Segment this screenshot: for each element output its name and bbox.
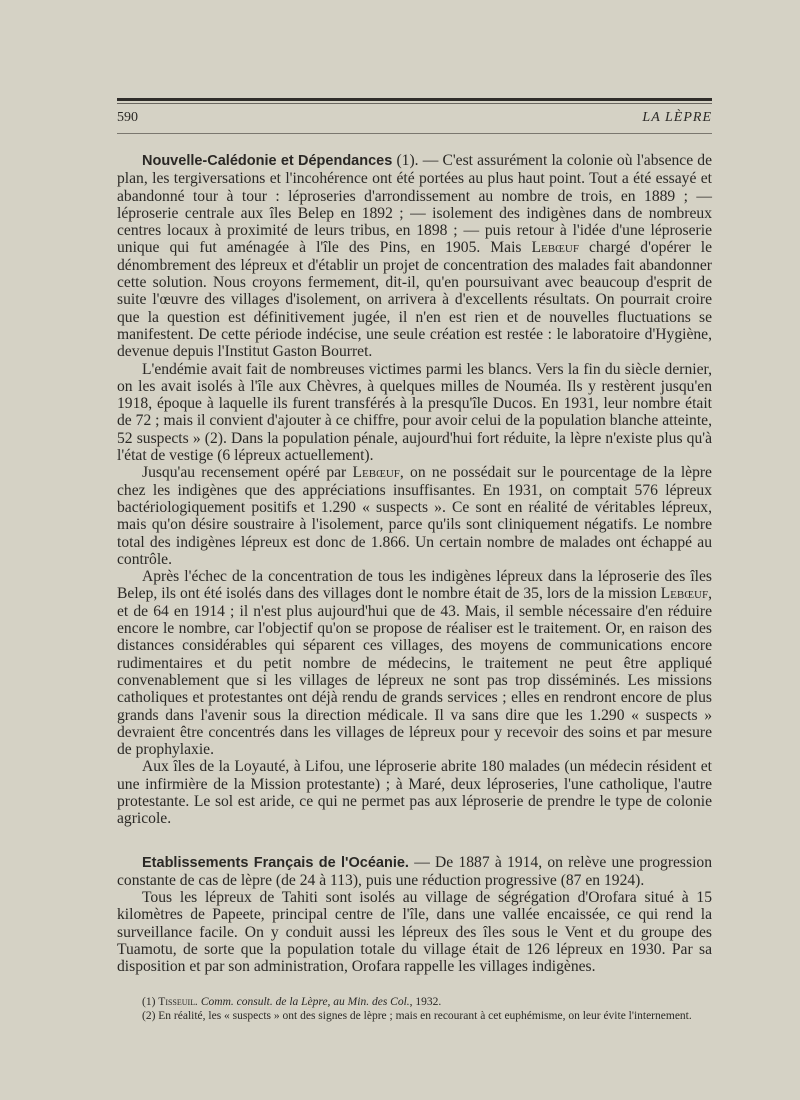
running-title: LA LÈPRE bbox=[642, 110, 712, 125]
footnote-1 bbox=[117, 995, 712, 1009]
footnote-year: , 1932. bbox=[409, 996, 442, 1008]
text: — C'est assurément la colonie où l'absence de plan, les tergiversations et l'incohérence ont été portées au plus haut point. Tout a été essayé et abandonné tour à tour : léproseries d'arrondissement au nombre de trois, en 1889 ; — léproserie centrale aux îles Belep en 1892 ; — isolement des indigènes dans de nombreux centres locaux à proximité de leurs tribus, en 1898 ; — puis retour à l'idée d'une léproserie unique qui fut aménagée à l'île des Pins, en 1905. Mais bbox=[117, 152, 713, 257]
footnote-ref: (1). bbox=[396, 152, 419, 169]
paragraph: Tous les lépreux de Tahiti sont isolés au village de ségrégation d'Orofara situé à 15 kilomètres de Papeete, principal centre de l'île, dans une vallée encaissée, ce qui rend la surveillance facile. On y conduit aussi les lépreux des îles sous le Vent et du groupe des Tuamotu, de sorte que la population totale du village était de 126 lépreux en 1930. Par sa disposition et par son administration, Orofara rappelle les villages indigènes. bbox=[117, 889, 712, 976]
author-name: Lebœuf bbox=[352, 464, 400, 482]
footnote-2: (2) En réalité, les « suspects » ont des signes de lèpre ; mais en recourant à cet euphémisme, on leur évite l'internement. bbox=[142, 1010, 692, 1022]
paragraph bbox=[117, 152, 712, 361]
text: — De 1887 à 1914, on relève une progression constante de cas de lèpre (de 24 à 113), puis une réduction progressive (87 en 1924). bbox=[117, 853, 712, 889]
footnotes bbox=[117, 995, 712, 1023]
body-text bbox=[117, 152, 712, 976]
text: Après l'échec de la concentration de tous les indigènes lépreux dans la léproserie des îles Belep, ils ont été isolés dans des villages dont le nombre était de 35, lors de la mission bbox=[117, 568, 712, 603]
text: Jusqu'au recensement opéré par bbox=[142, 464, 353, 482]
paragraph bbox=[117, 464, 712, 568]
text: , on ne possédait sur le pourcentage de la lèpre chez les indigènes que des appréciations insuffisantes. En 1931, on comptait 576 lépreux bactériologiquement positifs et 1.290 « suspects ». Ce sont en réalité de véritables lépreux, mais qu'on désire soustraire à l'isolement, parce qu'ils sont cliniquement négatifs. Le nombre total des indigènes lépreux est donc de 1.866. Un certain nombre de malades ont échappé au contrôle. bbox=[117, 464, 712, 568]
page-number: 590 bbox=[117, 110, 138, 125]
text: chargé d'opérer le dénombrement des lépreux et d'établir un projet de concentration des malades fait abandonner cette solution. Nous croyons fermement, dit-il, qu'en poursuivant avec beaucoup d'esprit de suite l'œuvre des villages d'isolement, on arrivera à d'excellents résultats. On pourrait croire que la question est définitivement jugée, il n'en est rien et de nouvelles fluctuations se manifestent. De cette période indécise, une seule création est restée : le laboratoire d'Hygiène, devenue depuis l'Institut Gaston Bourret. bbox=[117, 239, 712, 361]
header-rule bbox=[117, 133, 712, 134]
paragraph: L'endémie avait fait de nombreuses victimes parmi les blancs. Vers la fin du siècle dernier, on les avait isolés à l'île aux Chèvres, à quelques milles de Nouméa. Ils y restèrent jusqu'en 1918, époque à laquelle ils furent transférés à la presqu'île Ducos. En 1931, leur nombre était de 72 ; mais il convient d'ajouter à ce chiffre, pour avoir celui de la population blanche atteinte, 52 suspects » (2). Dans la population pénale, aujourd'hui fort réduite, la lèpre n'existe plus qu'à l'état de vestige (6 lépreux actuellement). bbox=[117, 360, 712, 465]
paragraph bbox=[117, 854, 712, 890]
section-heading: Nouvelle-Calédonie et Dépendances bbox=[142, 153, 393, 169]
top-rule bbox=[117, 98, 712, 101]
author-name: Lebœuf bbox=[531, 239, 579, 257]
top-rule-thin bbox=[117, 103, 712, 104]
section-heading: Etablissements Français de l'Océanie. bbox=[142, 854, 409, 871]
paragraph bbox=[117, 568, 712, 758]
text: , et de 64 en 1914 ; il n'est plus aujourd'hui que de 43. Mais, il semble nécessaire d'en réduire encore le nombre, car l'objectif qu'on se propose de réaliser est le traitement. Or, en raison des distances considérables qui séparent ces villages, des moyens de communications encore rudimentaires et du petit nombre de médecins, le traitement ne peut être appliqué convenablement que si les villages de lépreux ne sont pas trop disséminés. Les missions catholiques et protestantes ont déjà rendu de grands services ; elles en rendront encore de plus grands dans l'avenir sous la direction médicale. Il va sans dire que les 1.290 « suspects » devraient être concentrés dans les villages de lépreux pour y recevoir des soins et par mesure de prophylaxie. bbox=[117, 585, 712, 759]
footnote-title: . Comm. consult. de la Lèpre, au Min. des Col. bbox=[195, 996, 410, 1008]
running-header bbox=[117, 110, 712, 126]
footnote-number: (1) bbox=[142, 996, 159, 1008]
footnote-author: Tisseuil bbox=[158, 996, 196, 1008]
author-name: Lebœuf bbox=[660, 585, 709, 603]
paragraph: Aux îles de la Loyauté, à Lifou, une léproserie abrite 180 malades (un médecin résident et une infirmière de la Mission protestante) ; à Maré, deux léproseries, l'une catholique, l'autre protestante. Le sol est aride, ce qui ne permet pas aux léproserie de prendre le type de colonie agricole. bbox=[117, 758, 712, 828]
